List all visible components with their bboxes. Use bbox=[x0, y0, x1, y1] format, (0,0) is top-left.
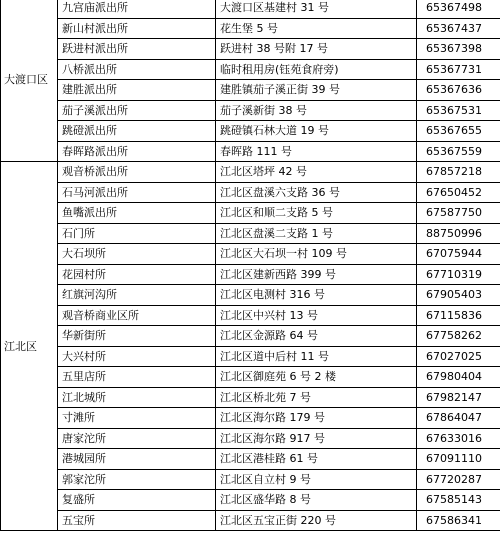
phone-cell: 67075944 bbox=[417, 244, 500, 265]
phone-cell: 67758262 bbox=[417, 326, 500, 347]
station-name-cell: 观音桥派出所 bbox=[58, 162, 216, 183]
phone-cell: 65367655 bbox=[417, 121, 500, 142]
address-cell: 江北区海尔路 179 号 bbox=[216, 408, 417, 429]
station-name-cell: 复盛所 bbox=[58, 490, 216, 511]
address-cell: 江北区金源路 64 号 bbox=[216, 326, 417, 347]
phone-cell: 88750996 bbox=[417, 223, 500, 244]
phone-cell: 65367531 bbox=[417, 100, 500, 121]
phone-cell: 67115836 bbox=[417, 305, 500, 326]
address-cell: 建胜镇茄子溪正街 39 号 bbox=[216, 80, 417, 101]
phone-cell: 67091110 bbox=[417, 449, 500, 470]
address-cell: 江北区道中后村 11 号 bbox=[216, 346, 417, 367]
station-name-cell: 新山村派出所 bbox=[58, 18, 216, 39]
table-row bbox=[1, 203, 500, 224]
station-name-cell: 郭家沱所 bbox=[58, 469, 216, 490]
station-name-cell: 观音桥商业区所 bbox=[58, 305, 216, 326]
table-row bbox=[1, 59, 500, 80]
address-cell: 跃进村 38 号附 17 号 bbox=[216, 39, 417, 60]
table-row bbox=[1, 510, 500, 531]
table-row bbox=[1, 162, 500, 183]
address-cell: 江北区御庭苑 6 号 2 楼 bbox=[216, 367, 417, 388]
station-name-cell: 九宫庙派出所 bbox=[58, 0, 216, 18]
table-row bbox=[1, 449, 500, 470]
address-cell: 江北区中兴村 13 号 bbox=[216, 305, 417, 326]
table-row bbox=[1, 428, 500, 449]
table-row bbox=[1, 387, 500, 408]
phone-cell: 67905403 bbox=[417, 285, 500, 306]
table-row bbox=[1, 80, 500, 101]
station-name-cell: 大兴村所 bbox=[58, 346, 216, 367]
table-row bbox=[1, 264, 500, 285]
phone-cell: 67982147 bbox=[417, 387, 500, 408]
address-cell: 江北区海尔路 917 号 bbox=[216, 428, 417, 449]
address-cell: 江北区盛华路 8 号 bbox=[216, 490, 417, 511]
address-cell: 江北区盘溪二支路 1 号 bbox=[216, 223, 417, 244]
station-name-cell: 八桥派出所 bbox=[58, 59, 216, 80]
address-cell: 江北区和顺二支路 5 号 bbox=[216, 203, 417, 224]
phone-cell: 67027025 bbox=[417, 346, 500, 367]
table-row bbox=[1, 490, 500, 511]
station-name-cell: 石马河派出所 bbox=[58, 182, 216, 203]
district-cell: 江北区 bbox=[1, 162, 58, 531]
address-cell: 大渡口区基建村 31 号 bbox=[216, 0, 417, 18]
table-row bbox=[1, 18, 500, 39]
phone-cell: 65367636 bbox=[417, 80, 500, 101]
station-name-cell: 大石坝所 bbox=[58, 244, 216, 265]
address-cell: 临时租用房(钰苑食府旁) bbox=[216, 59, 417, 80]
address-cell: 春晖路 111 号 bbox=[216, 141, 417, 162]
station-name-cell: 唐家沱所 bbox=[58, 428, 216, 449]
table-row bbox=[1, 141, 500, 162]
station-name-cell: 红旗河沟所 bbox=[58, 285, 216, 306]
address-cell: 江北区塔坪 42 号 bbox=[216, 162, 417, 183]
phone-cell: 65367437 bbox=[417, 18, 500, 39]
phone-cell: 67586341 bbox=[417, 510, 500, 531]
phone-cell: 65367498 bbox=[417, 0, 500, 18]
phone-cell: 67864047 bbox=[417, 408, 500, 429]
station-name-cell: 五里店所 bbox=[58, 367, 216, 388]
address-cell: 江北区自立村 9 号 bbox=[216, 469, 417, 490]
phone-cell: 67585143 bbox=[417, 490, 500, 511]
address-cell: 江北区桥北苑 7 号 bbox=[216, 387, 417, 408]
address-cell: 江北区盘溪六支路 36 号 bbox=[216, 182, 417, 203]
station-name-cell: 跃进村派出所 bbox=[58, 39, 216, 60]
phone-cell: 67710319 bbox=[417, 264, 500, 285]
station-name-cell: 江北城所 bbox=[58, 387, 216, 408]
phone-cell: 67587750 bbox=[417, 203, 500, 224]
table-row bbox=[1, 469, 500, 490]
table-row bbox=[1, 346, 500, 367]
station-name-cell: 鱼嘴派出所 bbox=[58, 203, 216, 224]
phone-cell: 65367559 bbox=[417, 141, 500, 162]
address-cell: 江北区电测村 316 号 bbox=[216, 285, 417, 306]
table-row bbox=[1, 367, 500, 388]
address-cell: 江北区建新西路 399 号 bbox=[216, 264, 417, 285]
table-row bbox=[1, 0, 500, 18]
station-name-cell: 建胜派出所 bbox=[58, 80, 216, 101]
table-row bbox=[1, 39, 500, 60]
station-name-cell: 华新街所 bbox=[58, 326, 216, 347]
address-cell: 江北区港桂路 61 号 bbox=[216, 449, 417, 470]
station-name-cell: 春晖路派出所 bbox=[58, 141, 216, 162]
address-cell: 跳磴镇石林大道 19 号 bbox=[216, 121, 417, 142]
station-name-cell: 港城园所 bbox=[58, 449, 216, 470]
phone-cell: 65367398 bbox=[417, 39, 500, 60]
district-cell: 大渡口区 bbox=[1, 0, 58, 162]
table-row bbox=[1, 223, 500, 244]
station-name-cell: 五宝所 bbox=[58, 510, 216, 531]
phone-cell: 67857218 bbox=[417, 162, 500, 183]
station-name-cell: 花园村所 bbox=[58, 264, 216, 285]
phone-cell: 67720287 bbox=[417, 469, 500, 490]
station-name-cell: 石门所 bbox=[58, 223, 216, 244]
address-cell: 江北区大石坝一村 109 号 bbox=[216, 244, 417, 265]
table-row bbox=[1, 100, 500, 121]
table-row bbox=[1, 285, 500, 306]
address-cell: 花生堡 5 号 bbox=[216, 18, 417, 39]
station-name-cell: 寸滩所 bbox=[58, 408, 216, 429]
table-row bbox=[1, 121, 500, 142]
table-row bbox=[1, 408, 500, 429]
station-name-cell: 跳磴派出所 bbox=[58, 121, 216, 142]
station-name-cell: 茄子溪派出所 bbox=[58, 100, 216, 121]
phone-cell: 67980404 bbox=[417, 367, 500, 388]
table-row bbox=[1, 182, 500, 203]
address-cell: 江北区五宝正街 220 号 bbox=[216, 510, 417, 531]
table-row bbox=[1, 244, 500, 265]
address-cell: 茄子溪新街 38 号 bbox=[216, 100, 417, 121]
phone-cell: 67650452 bbox=[417, 182, 500, 203]
phone-cell: 67633016 bbox=[417, 428, 500, 449]
phone-cell: 65367731 bbox=[417, 59, 500, 80]
table-row bbox=[1, 305, 500, 326]
table-row bbox=[1, 326, 500, 347]
